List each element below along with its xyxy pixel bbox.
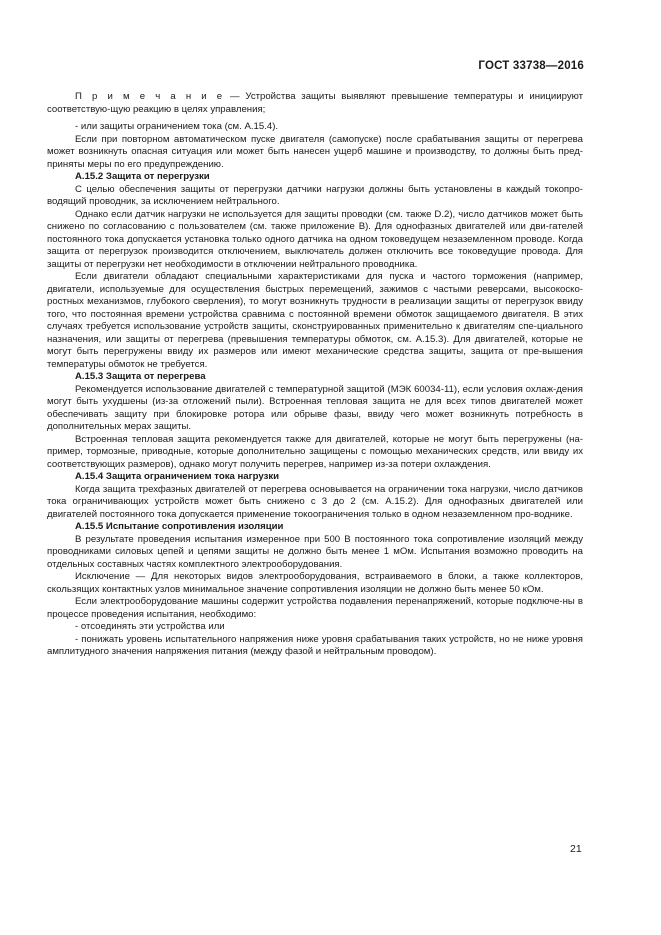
body-paragraph: Рекомендуется использование двигателей с температурной защитой (МЭК 60034-11), если условия охлаж-дения могут быть ухудшены (из-за отложений пыли). Встроенная тепловая защита не для всех типов двигателей может обеспечивать защиту при блокировке ротора или обрыве фазы, ввиду чего может возникнуть потребность в дополнительных мерах защиты. — [47, 383, 583, 432]
body-paragraph: С целью обеспечения защиты от перегрузки датчики нагрузки должны быть установлены в каждый токопро-водящий проводник, за исключением нейтрального. — [47, 183, 583, 207]
list-item: - отсоединять эти устройства или — [75, 621, 225, 632]
body-paragraph: Если при повторном автоматическом пуске двигателя (самопуске) после срабатывания защиты от перегрева может возникнуть опасная ситуация или может быть нанесен ущерб машине и производству, то должны быть пред-приняты меры по его предупреждению. — [47, 133, 583, 170]
body-paragraph: Когда защита трехфазных двигателей от перегрева основывается на ограничении тока нагрузки, число датчиков тока ограничивающих устройств может быть снижено с 3 до 2 (см. А.15.2). Для однофазных двигателей или двигателей постоянного тока допускается применение токоограничения только в одном незаземленном про-воднике. — [47, 483, 583, 520]
list-item: - или защиты ограничением тока (см. А.15.4). — [75, 121, 279, 132]
section-heading: А.15.2 Защита от перегрузки — [75, 171, 210, 182]
document-standard-id: ГОСТ 33738—2016 — [478, 60, 584, 72]
page-content — [47, 91, 583, 659]
section-heading: А.15.4 Защита ограничением тока нагрузки — [75, 471, 280, 482]
body-paragraph: Если электрооборудование машины содержит устройства подавления перенапряжений, которые подключе-ны в процессе проведения испытания, необходимо: — [47, 596, 583, 620]
body-paragraph: Если двигатели обладают специальными характеристиками для пуска и частого торможения (например, двигатели, используемые для осуществления быстрых перемещений, зажимов с частыми реверсами, высокоско-ростных механизмов, глубокого сверления), то могут возникнуть трудности в реализации защиты от перегрузок ввиду того, что постоянная времени устройства сравнима с постоянной времени обмоток защищаемого двигателя. В этих случаях требуется использование устройств защиты, сконструированных применительно к двигателям спе-циального назначения, или защиты от перегрева (превышения температуры обмоток, см. А.15.3). Для двигателей, которые не могут быть перегружены ввиду их размеров или имеют механические средства защиты, защита от пре-вышения температуры обмоток не требуется. — [47, 271, 583, 370]
note-text: — Устройства защиты выявляют превышение температуры и инициируют соответствую-щую реакцию в целях управления; — [47, 91, 583, 115]
body-paragraph: Встроенная тепловая защита рекомендуется также для двигателей, которые не могут быть перегружены (на-пример, тормозные, приводные, которые дополнительно защищены с помощью механических средств, или ввиду их соответствующих размеров), однако могут получить перегрев, например из-за потери охлаждения. — [47, 433, 583, 470]
body-paragraph: В результате проведения испытания измеренное при 500 В постоянного тока сопротивление изоляций между проводниками силовых цепей и цепями защиты не должно быть менее 1 мОм. Испытания возможно проводить на отдельных составных частях комплектного электрооборудования. — [47, 533, 583, 570]
exception-paragraph: Исключение — Для некоторых видов электрооборудования, встраиваемого в блоки, а также коллекторов, скользящих контактных узлов минимальное значение сопротивления изоляции не должно быть менее 50 кОм. — [47, 571, 583, 595]
section-heading: А.15.3 Защита от перегрева — [75, 371, 206, 382]
body-paragraph: Однако если датчик нагрузки не используется для защиты проводки (см. также D.2), число датчиков может быть снижено по согласованию с пользователем (см. также приложение В). Для однофазных двигателей или дви-гателей постоянного тока допускается установка только одного датчика на одном токоведущем незаземленном проводе. Когда защита от перегрузок производится отключением, выключатель должен отключить все токоведущие провода. Для защиты от перегрузки нет необходимости в отключении нейтрального проводника. — [47, 208, 583, 270]
note-label: П р и м е ч а н и е — [75, 91, 225, 102]
page-number: 21 — [570, 843, 582, 855]
note-paragraph — [47, 91, 583, 116]
section-heading: А.15.5 Испытание сопротивления изоляции — [75, 521, 284, 532]
list-item: - понижать уровень испытательного напряжения ниже уровня срабатывания таких устройств, но не ниже уровня амплитудного значения напряжения питания (между фазой и нейтральным проводом). — [47, 633, 583, 657]
